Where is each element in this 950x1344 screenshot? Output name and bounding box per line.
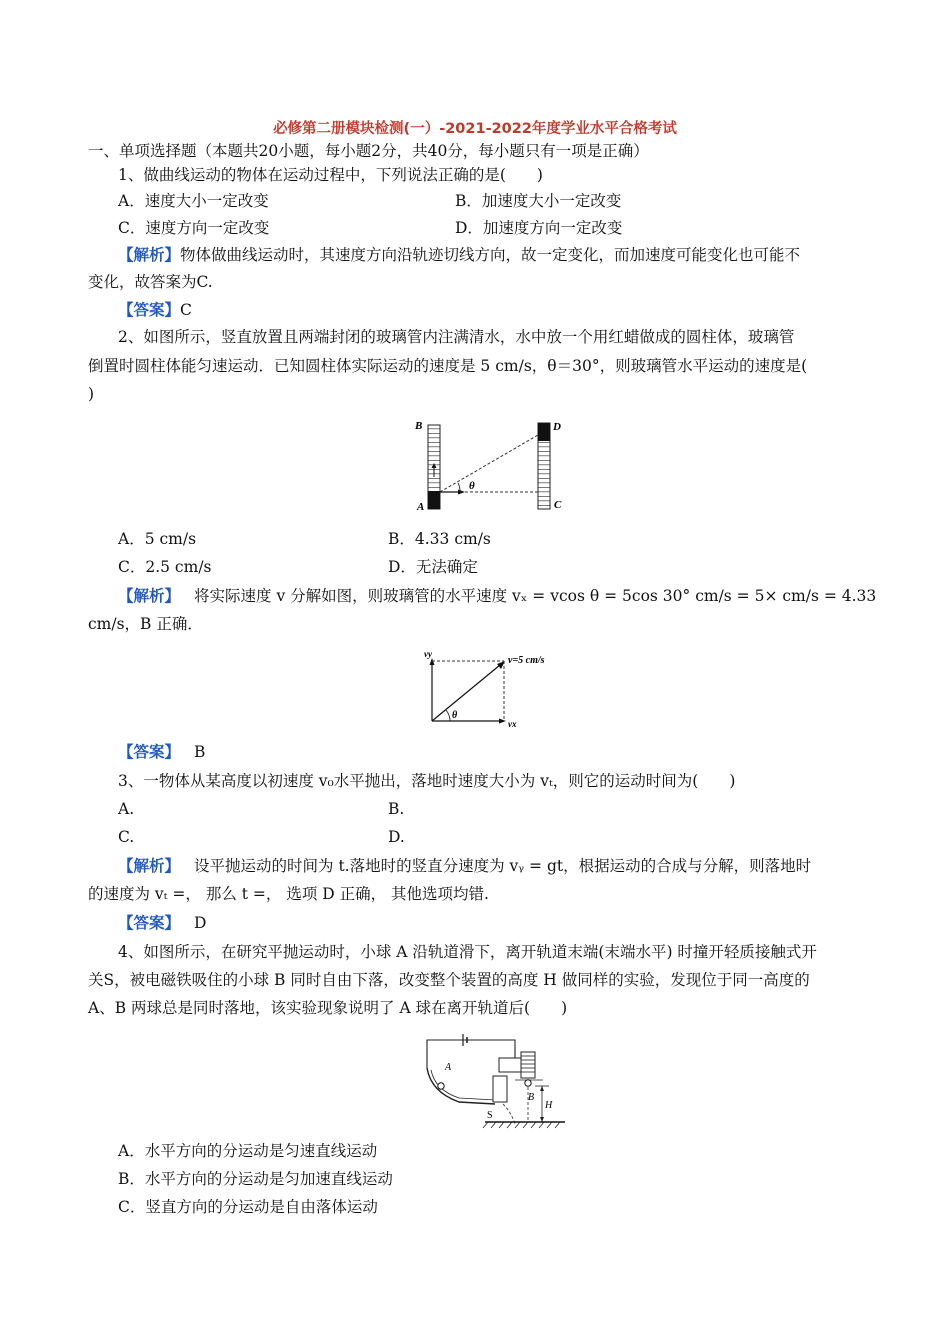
q4-option-b: B．水平方向的分运动是匀加速直线运动 <box>118 1170 393 1188</box>
q2-stem-line3: ) <box>88 385 95 403</box>
q2-stem-line2: 倒置时圆柱体能匀速运动．已知圆柱体实际运动的速度是 5 cm/s，θ＝30°，则玻璃管水平运动的速度是( <box>88 357 808 375</box>
q2-stem-line1: 2、如图所示，竖直放置且两端封闭的玻璃管内注满清水，水中放一个用红蜡做成的圆柱体，玻璃管 <box>118 328 795 346</box>
answer-label: 【答案】 <box>118 742 181 761</box>
fig2-label-vy: vy <box>424 649 432 659</box>
q4-stem-line3: A、B 两球总是同时落地，该实验现象说明了 A 球在离开轨道后( ) <box>88 999 568 1017</box>
q3-option-d: D. <box>388 828 405 846</box>
q3-stem: 3、一物体从某高度以初速度 v₀水平抛出，落地时速度大小为 vₜ，则它的运动时间为( ) <box>118 772 736 790</box>
q4-option-a: A．水平方向的分运动是匀速直线运动 <box>118 1142 378 1160</box>
q2-answer-value: B <box>194 743 206 761</box>
q1-option-d: D．加速度方向一定改变 <box>455 219 623 237</box>
q2-velocity-diagram <box>420 645 570 730</box>
q2-analysis-text: 将实际速度 v 分解如图，则玻璃管的水平速度 vₓ = vcos θ = 5cos 30° cm/s = 5× cm/s = 4.33 <box>194 587 877 605</box>
q2-answer <box>118 742 205 762</box>
q2-option-c: C．2.5 cm/s <box>118 558 212 576</box>
answer-label: 【答案】 <box>118 913 181 932</box>
fig3-label-h: H <box>545 1100 553 1111</box>
fig1-label-b: B <box>415 420 423 432</box>
fig1-label-d: D <box>553 421 561 433</box>
q3-analysis-text: 设平抛运动的时间为 t.落地时的竖直分速度为 vᵧ = gt，根据运动的合成与分解，则落地时 <box>194 857 812 875</box>
q1-answer-value: C <box>180 301 192 319</box>
answer-label: 【答案】 <box>118 300 181 319</box>
q1-answer <box>118 300 192 320</box>
fig3-label-b: B <box>528 1092 535 1103</box>
q4-stem-line1: 4、如图所示，在研究平抛运动时，小球 A 沿轨道滑下，离开轨道末端(末端水平) 时撞开轻质接触式开 <box>118 943 817 961</box>
page-title: 必修第二册模块检测(一）-2021-2022年度学业水平合格考试 <box>273 121 677 137</box>
q3-option-b: B. <box>388 800 405 818</box>
q4-option-c: C．竖直方向的分运动是自由落体运动 <box>118 1198 378 1216</box>
q3-answer-value: D <box>194 914 207 932</box>
q1-option-a: A．速度大小一定改变 <box>118 192 269 210</box>
q2-analysis-line2: cm/s，B 正确． <box>88 615 203 633</box>
q3-option-a: A. <box>118 800 135 818</box>
fig2-label-theta: θ <box>452 710 458 721</box>
analysis-label: 【解析】 <box>118 586 181 605</box>
q3-analysis-line1 <box>118 856 811 876</box>
fig3-label-s: S <box>487 1110 493 1121</box>
q1-option-c: C．速度方向一定改变 <box>118 219 270 237</box>
q4-stem-line2: 关S，被电磁铁吸住的小球 B 同时自由下落，改变整个装置的高度 H 做同样的实验，发现位于同一高度的 <box>88 971 810 989</box>
analysis-label: 【解析】 <box>118 856 181 875</box>
q2-option-a: A．5 cm/s <box>118 530 197 548</box>
fig1-label-c: C <box>554 499 562 511</box>
q1-analysis-line2: 变化，故答案为C. <box>88 273 213 291</box>
q3-option-c: C. <box>118 828 135 846</box>
q3-answer <box>118 913 206 933</box>
fig2-label-vx: vx <box>508 719 517 729</box>
fig3-label-a: A <box>445 1062 452 1073</box>
q1-option-b: B．加速度大小一定改变 <box>455 192 622 210</box>
q2-option-b: B．4.33 cm/s <box>388 530 491 548</box>
analysis-label: 【解析】 <box>118 245 181 264</box>
fig1-label-a: A <box>417 501 425 513</box>
fig1-label-theta: θ <box>469 480 475 492</box>
q3-analysis-line2: 的速度为 vₜ =， 那么 t =， 选项 D 正确， 其他选项均错. <box>88 885 489 903</box>
q1-analysis-text: 物体做曲线运动时，其速度方向沿轨迹切线方向，故一定变化，而加速度可能变化也可能不 <box>180 246 801 264</box>
q2-glass-tube-figure <box>408 415 573 515</box>
section-heading: 一、单项选择题（本题共20小题，每小题2分，共40分，每小题只有一项是正确） <box>88 142 649 160</box>
q2-option-d: D．无法确定 <box>388 558 478 576</box>
q1-stem: 1、做曲线运动的物体在运动过程中，下列说法正确的是( ) <box>118 166 543 184</box>
fig2-label-v: v=5 cm/s <box>508 655 545 666</box>
q1-analysis-line1 <box>118 245 800 265</box>
q4-apparatus-figure <box>415 1020 575 1132</box>
q2-analysis-line1 <box>118 586 876 606</box>
